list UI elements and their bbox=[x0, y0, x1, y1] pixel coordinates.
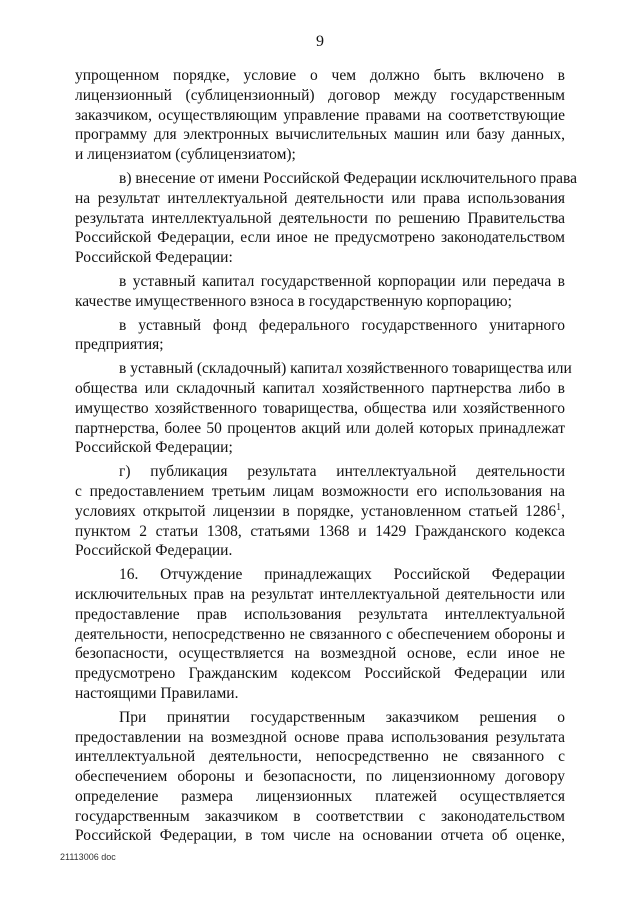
text-line: Российской Федерации, если иное не предусмотрено законодательством bbox=[75, 229, 565, 247]
document-body bbox=[75, 66, 578, 850]
text-line: предоставление прав использования результата интеллектуальной bbox=[75, 605, 565, 623]
text-line: предприятия; bbox=[75, 336, 164, 354]
text-line: При принятии государственным заказчиком решения о bbox=[119, 708, 565, 726]
text-line: Российской Федерации: bbox=[75, 249, 233, 267]
text-line: настоящими Правилами. bbox=[75, 684, 239, 702]
text-line: в уставный капитал государственной корпорации или передача в bbox=[119, 272, 565, 290]
text-line: на результат интеллектуальной деятельности или права использования bbox=[75, 189, 565, 207]
file-name-footer: 21113006 doc bbox=[60, 852, 116, 862]
paragraph bbox=[75, 565, 565, 704]
text-line: исключительных прав на результат интеллектуальной деятельности или bbox=[75, 585, 565, 603]
text-line: деятельности, непосредственно не связанного с обеспечением обороны и bbox=[75, 625, 565, 643]
text-line: интеллектуальной деятельности, непосредственно не связанного с bbox=[75, 748, 565, 766]
text-line: лицензионный (сублицензионный) договор между государственным bbox=[75, 86, 565, 104]
text-line: упрощенном порядке, условие о чем должно быть включено в bbox=[75, 67, 565, 84]
text-line: в уставный (складочный) капитал хозяйственного товарищества или bbox=[119, 360, 572, 378]
text-line: безопасности, осуществляется на возмездной основе, если иное не bbox=[75, 645, 565, 663]
paragraph bbox=[75, 462, 565, 561]
paragraph bbox=[75, 169, 578, 268]
text-line: предусмотрено Гражданским кодексом Российской Федерации или bbox=[75, 665, 565, 683]
paragraph bbox=[75, 708, 565, 847]
text-line: партнерства, более 50 процентов акций или долей которых принадлежат bbox=[75, 419, 565, 437]
text-line: в) внесение от имени Российской Федерации исключительного права bbox=[119, 169, 578, 187]
text-line: 16. Отчуждение принадлежащих Российской Федерации bbox=[119, 566, 565, 584]
text-line: качестве имущественного взноса в государственную корпорацию; bbox=[75, 292, 512, 310]
text-line: заказчиком, осуществляющим управление правами на соответствующие bbox=[75, 106, 565, 124]
text-line: и лицензиатом (сублицензиатом); bbox=[75, 146, 296, 164]
text-line: обеспечением обороны и безопасности, по лицензионному договору bbox=[75, 768, 565, 786]
text-line: Российской Федерации. bbox=[75, 542, 233, 560]
text-line: с предоставлением третьим лицам возможности его использования на bbox=[75, 482, 565, 500]
text-line: программу для электронных вычислительных машин или базу данных, bbox=[75, 126, 565, 144]
text-line: предоставлении на возмездной основе права использования результата bbox=[75, 728, 565, 746]
text-line: Российской Федерации; bbox=[75, 439, 233, 457]
text-line: пунктом 2 статьи 1308, статьями 1368 и 1429 Гражданского кодекса bbox=[75, 522, 565, 540]
paragraph bbox=[75, 359, 572, 458]
text-line: в уставный фонд федерального государственного унитарного bbox=[119, 316, 565, 334]
page-number: 9 bbox=[316, 33, 324, 50]
text-line: определение размера лицензионных платежей осуществляется bbox=[75, 787, 565, 805]
text-line: условиях открытой лицензии в порядке, установленном статьей 1286$^1$, bbox=[75, 501, 565, 520]
text-line: Российской Федерации, в том числе на основании отчета об оценке, bbox=[75, 827, 565, 845]
text-line: имущество хозяйственного товарищества, общества или хозяйственного bbox=[75, 399, 565, 417]
paragraph bbox=[75, 66, 565, 165]
text-line: общества или складочный капитал хозяйственного партнерства либо в bbox=[75, 379, 565, 397]
text-line: результата интеллектуальной деятельности по решению Правительства bbox=[75, 209, 565, 227]
paragraph bbox=[75, 272, 565, 312]
paragraph bbox=[75, 316, 565, 356]
text-line: государственным заказчиком в соответствии с законодательством bbox=[75, 807, 565, 825]
superscript-tail: , bbox=[561, 502, 565, 520]
text-line: г) публикация результата интеллектуальной деятельности bbox=[119, 463, 565, 481]
footnote-superscript: 1 bbox=[556, 501, 562, 513]
